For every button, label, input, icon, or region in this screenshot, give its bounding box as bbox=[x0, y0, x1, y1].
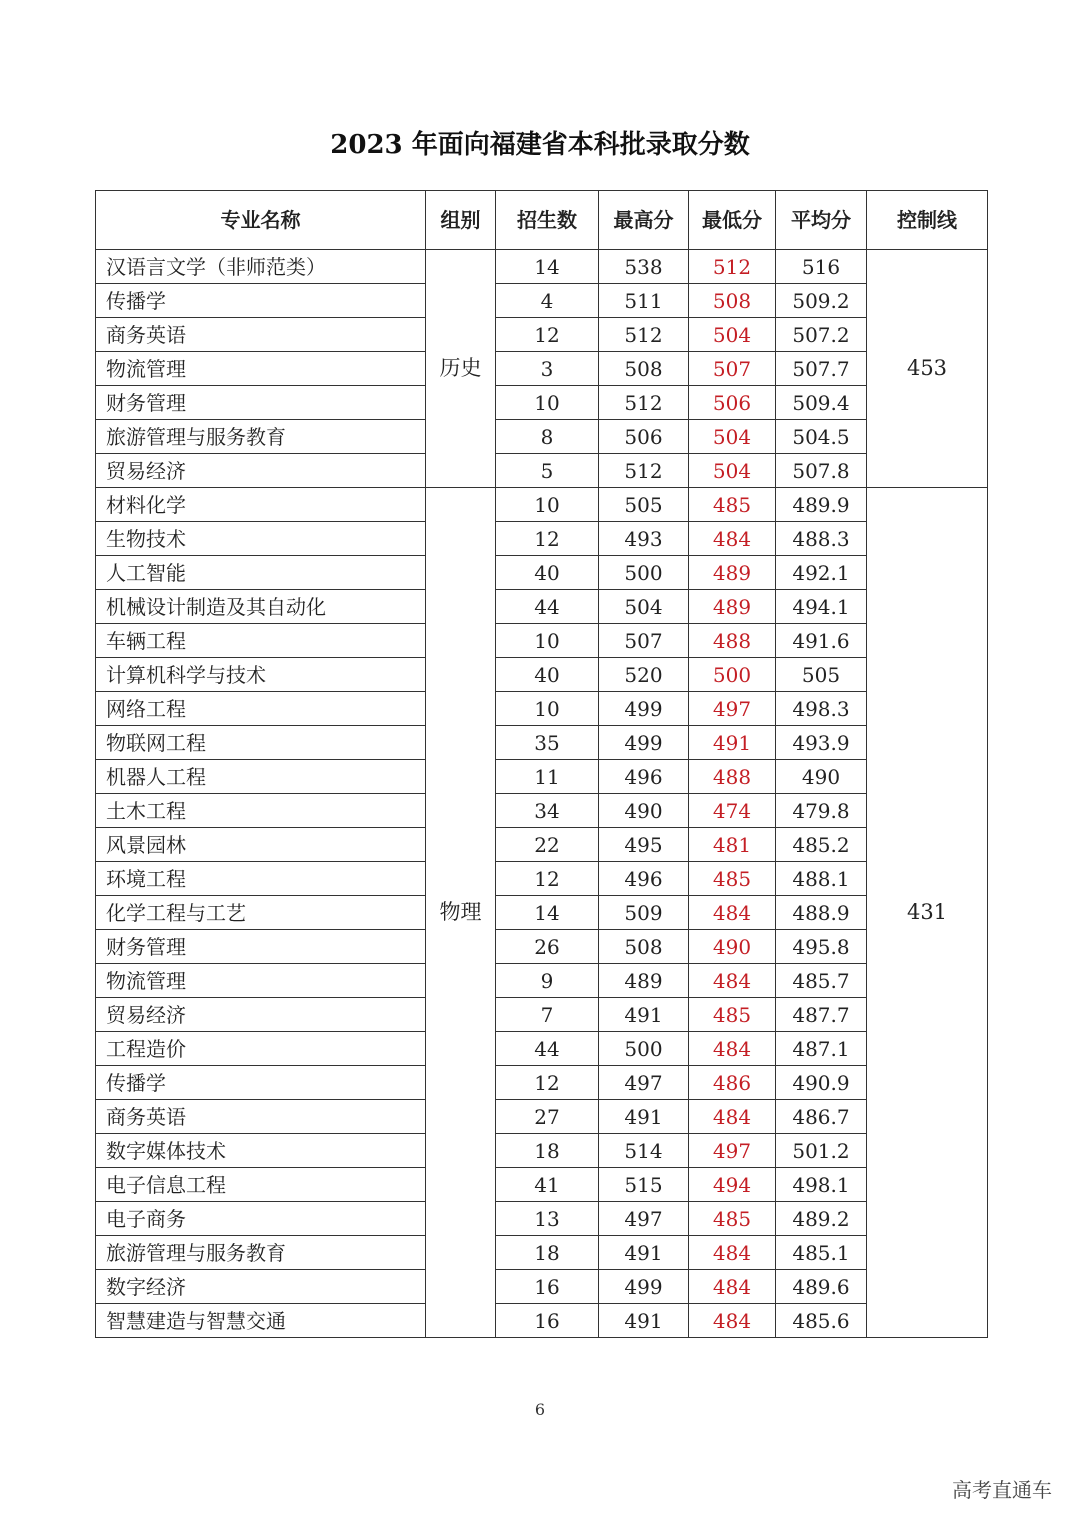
min-score-cell: 484 bbox=[689, 964, 776, 998]
table-row bbox=[96, 1134, 988, 1168]
max-score-cell: 496 bbox=[599, 760, 689, 794]
avg-score-cell: 498.3 bbox=[776, 692, 867, 726]
enroll-count-cell: 40 bbox=[496, 556, 599, 590]
max-score-cell: 505 bbox=[599, 488, 689, 522]
avg-score-cell: 505 bbox=[776, 658, 867, 692]
enroll-count-cell: 41 bbox=[496, 1168, 599, 1202]
avg-score-cell: 492.1 bbox=[776, 556, 867, 590]
table-row bbox=[96, 386, 988, 420]
max-score-cell: 509 bbox=[599, 896, 689, 930]
min-score-cell: 489 bbox=[689, 590, 776, 624]
table-row bbox=[96, 828, 988, 862]
min-score-cell: 474 bbox=[689, 794, 776, 828]
max-score-cell: 508 bbox=[599, 930, 689, 964]
avg-score-cell: 491.6 bbox=[776, 624, 867, 658]
table-row bbox=[96, 964, 988, 998]
min-score-cell: 490 bbox=[689, 930, 776, 964]
max-score-cell: 497 bbox=[599, 1066, 689, 1100]
min-score-cell: 489 bbox=[689, 556, 776, 590]
enroll-count-cell: 10 bbox=[496, 624, 599, 658]
enroll-count-cell: 4 bbox=[496, 284, 599, 318]
max-score-cell: 508 bbox=[599, 352, 689, 386]
control-line-cell: 431 bbox=[867, 488, 988, 1338]
min-score-cell: 507 bbox=[689, 352, 776, 386]
max-score-cell: 499 bbox=[599, 1270, 689, 1304]
table-row bbox=[96, 896, 988, 930]
max-score-cell: 491 bbox=[599, 1304, 689, 1338]
major-name-cell: 旅游管理与服务教育 bbox=[96, 1236, 426, 1270]
min-score-cell: 485 bbox=[689, 862, 776, 896]
header-max-score: 最高分 bbox=[599, 191, 689, 250]
enroll-count-cell: 26 bbox=[496, 930, 599, 964]
major-name-cell: 机器人工程 bbox=[96, 760, 426, 794]
min-score-cell: 484 bbox=[689, 522, 776, 556]
min-score-cell: 484 bbox=[689, 1032, 776, 1066]
enroll-count-cell: 27 bbox=[496, 1100, 599, 1134]
max-score-cell: 497 bbox=[599, 1202, 689, 1236]
table-row bbox=[96, 352, 988, 386]
major-name-cell: 财务管理 bbox=[96, 930, 426, 964]
max-score-cell: 500 bbox=[599, 1032, 689, 1066]
max-score-cell: 493 bbox=[599, 522, 689, 556]
enroll-count-cell: 3 bbox=[496, 352, 599, 386]
table-row bbox=[96, 1066, 988, 1100]
group-cell: 历史 bbox=[426, 250, 496, 488]
avg-score-cell: 488.9 bbox=[776, 896, 867, 930]
min-score-cell: 484 bbox=[689, 1100, 776, 1134]
header-min-score: 最低分 bbox=[689, 191, 776, 250]
avg-score-cell: 507.8 bbox=[776, 454, 867, 488]
min-score-cell: 497 bbox=[689, 1134, 776, 1168]
avg-score-cell: 509.4 bbox=[776, 386, 867, 420]
major-name-cell: 财务管理 bbox=[96, 386, 426, 420]
table-row bbox=[96, 794, 988, 828]
table-header-row bbox=[96, 191, 988, 250]
min-score-cell: 485 bbox=[689, 998, 776, 1032]
max-score-cell: 514 bbox=[599, 1134, 689, 1168]
major-name-cell: 机械设计制造及其自动化 bbox=[96, 590, 426, 624]
watermark: 高考直通车 bbox=[952, 1478, 1052, 1502]
avg-score-cell: 509.2 bbox=[776, 284, 867, 318]
max-score-cell: 506 bbox=[599, 420, 689, 454]
min-score-cell: 488 bbox=[689, 760, 776, 794]
enroll-count-cell: 10 bbox=[496, 386, 599, 420]
enroll-count-cell: 44 bbox=[496, 1032, 599, 1066]
major-name-cell: 生物技术 bbox=[96, 522, 426, 556]
avg-score-cell: 485.2 bbox=[776, 828, 867, 862]
page-title: 2023 年面向福建省本科批录取分数 bbox=[330, 130, 750, 160]
major-name-cell: 人工智能 bbox=[96, 556, 426, 590]
max-score-cell: 500 bbox=[599, 556, 689, 590]
admission-scores-table bbox=[95, 190, 988, 1338]
major-name-cell: 电子信息工程 bbox=[96, 1168, 426, 1202]
table-row bbox=[96, 250, 988, 284]
major-name-cell: 风景园林 bbox=[96, 828, 426, 862]
major-name-cell: 物联网工程 bbox=[96, 726, 426, 760]
table-body bbox=[96, 250, 988, 1338]
avg-score-cell: 488.3 bbox=[776, 522, 867, 556]
major-name-cell: 土木工程 bbox=[96, 794, 426, 828]
table-row bbox=[96, 590, 988, 624]
major-name-cell: 汉语言文学（非师范类） bbox=[96, 250, 426, 284]
table-row bbox=[96, 522, 988, 556]
enroll-count-cell: 44 bbox=[496, 590, 599, 624]
header-major: 专业名称 bbox=[96, 191, 426, 250]
min-score-cell: 485 bbox=[689, 1202, 776, 1236]
avg-score-cell: 490.9 bbox=[776, 1066, 867, 1100]
major-name-cell: 物流管理 bbox=[96, 964, 426, 998]
table-row bbox=[96, 1304, 988, 1338]
min-score-cell: 504 bbox=[689, 420, 776, 454]
min-score-cell: 504 bbox=[689, 454, 776, 488]
major-name-cell: 化学工程与工艺 bbox=[96, 896, 426, 930]
table-row bbox=[96, 284, 988, 318]
major-name-cell: 车辆工程 bbox=[96, 624, 426, 658]
table-row bbox=[96, 1032, 988, 1066]
min-score-cell: 491 bbox=[689, 726, 776, 760]
enroll-count-cell: 8 bbox=[496, 420, 599, 454]
avg-score-cell: 486.7 bbox=[776, 1100, 867, 1134]
min-score-cell: 500 bbox=[689, 658, 776, 692]
table-row bbox=[96, 930, 988, 964]
min-score-cell: 508 bbox=[689, 284, 776, 318]
enroll-count-cell: 5 bbox=[496, 454, 599, 488]
enroll-count-cell: 22 bbox=[496, 828, 599, 862]
enroll-count-cell: 10 bbox=[496, 488, 599, 522]
avg-score-cell: 487.1 bbox=[776, 1032, 867, 1066]
min-score-cell: 481 bbox=[689, 828, 776, 862]
group-cell: 物理 bbox=[426, 488, 496, 1338]
max-score-cell: 512 bbox=[599, 386, 689, 420]
avg-score-cell: 507.7 bbox=[776, 352, 867, 386]
table-row bbox=[96, 1202, 988, 1236]
min-score-cell: 484 bbox=[689, 1304, 776, 1338]
table-row bbox=[96, 556, 988, 590]
table-row bbox=[96, 692, 988, 726]
enroll-count-cell: 18 bbox=[496, 1236, 599, 1270]
min-score-cell: 485 bbox=[689, 488, 776, 522]
max-score-cell: 520 bbox=[599, 658, 689, 692]
min-score-cell: 488 bbox=[689, 624, 776, 658]
enroll-count-cell: 14 bbox=[496, 896, 599, 930]
enroll-count-cell: 40 bbox=[496, 658, 599, 692]
enroll-count-cell: 16 bbox=[496, 1270, 599, 1304]
enroll-count-cell: 9 bbox=[496, 964, 599, 998]
avg-score-cell: 485.6 bbox=[776, 1304, 867, 1338]
major-name-cell: 旅游管理与服务教育 bbox=[96, 420, 426, 454]
max-score-cell: 495 bbox=[599, 828, 689, 862]
max-score-cell: 512 bbox=[599, 318, 689, 352]
max-score-cell: 507 bbox=[599, 624, 689, 658]
major-name-cell: 工程造价 bbox=[96, 1032, 426, 1066]
header-control-line: 控制线 bbox=[867, 191, 988, 250]
avg-score-cell: 489.6 bbox=[776, 1270, 867, 1304]
avg-score-cell: 504.5 bbox=[776, 420, 867, 454]
min-score-cell: 512 bbox=[689, 250, 776, 284]
enroll-count-cell: 16 bbox=[496, 1304, 599, 1338]
major-name-cell: 贸易经济 bbox=[96, 454, 426, 488]
control-line-cell: 453 bbox=[867, 250, 988, 488]
table-row bbox=[96, 454, 988, 488]
max-score-cell: 489 bbox=[599, 964, 689, 998]
max-score-cell: 511 bbox=[599, 284, 689, 318]
enroll-count-cell: 18 bbox=[496, 1134, 599, 1168]
major-name-cell: 传播学 bbox=[96, 284, 426, 318]
max-score-cell: 491 bbox=[599, 1236, 689, 1270]
avg-score-cell: 489.2 bbox=[776, 1202, 867, 1236]
enroll-count-cell: 13 bbox=[496, 1202, 599, 1236]
table-row bbox=[96, 1236, 988, 1270]
max-score-cell: 512 bbox=[599, 454, 689, 488]
enroll-count-cell: 35 bbox=[496, 726, 599, 760]
avg-score-cell: 498.1 bbox=[776, 1168, 867, 1202]
major-name-cell: 商务英语 bbox=[96, 318, 426, 352]
page-number: 6 bbox=[534, 1400, 546, 1419]
avg-score-cell: 479.8 bbox=[776, 794, 867, 828]
avg-score-cell: 485.7 bbox=[776, 964, 867, 998]
major-name-cell: 商务英语 bbox=[96, 1100, 426, 1134]
max-score-cell: 491 bbox=[599, 998, 689, 1032]
enroll-count-cell: 14 bbox=[496, 250, 599, 284]
max-score-cell: 499 bbox=[599, 726, 689, 760]
major-name-cell: 环境工程 bbox=[96, 862, 426, 896]
table-row bbox=[96, 760, 988, 794]
enroll-count-cell: 10 bbox=[496, 692, 599, 726]
major-name-cell: 计算机科学与技术 bbox=[96, 658, 426, 692]
min-score-cell: 484 bbox=[689, 1236, 776, 1270]
enroll-count-cell: 11 bbox=[496, 760, 599, 794]
avg-score-cell: 516 bbox=[776, 250, 867, 284]
min-score-cell: 506 bbox=[689, 386, 776, 420]
avg-score-cell: 495.8 bbox=[776, 930, 867, 964]
table-row bbox=[96, 318, 988, 352]
header-group: 组别 bbox=[426, 191, 496, 250]
table-row bbox=[96, 488, 988, 522]
max-score-cell: 504 bbox=[599, 590, 689, 624]
major-name-cell: 材料化学 bbox=[96, 488, 426, 522]
table-row bbox=[96, 624, 988, 658]
avg-score-cell: 488.1 bbox=[776, 862, 867, 896]
max-score-cell: 490 bbox=[599, 794, 689, 828]
avg-score-cell: 507.2 bbox=[776, 318, 867, 352]
header-enroll: 招生数 bbox=[496, 191, 599, 250]
max-score-cell: 538 bbox=[599, 250, 689, 284]
avg-score-cell: 485.1 bbox=[776, 1236, 867, 1270]
major-name-cell: 传播学 bbox=[96, 1066, 426, 1100]
max-score-cell: 496 bbox=[599, 862, 689, 896]
major-name-cell: 电子商务 bbox=[96, 1202, 426, 1236]
max-score-cell: 491 bbox=[599, 1100, 689, 1134]
table-row bbox=[96, 420, 988, 454]
avg-score-cell: 490 bbox=[776, 760, 867, 794]
avg-score-cell: 487.7 bbox=[776, 998, 867, 1032]
major-name-cell: 物流管理 bbox=[96, 352, 426, 386]
major-name-cell: 数字经济 bbox=[96, 1270, 426, 1304]
table-row bbox=[96, 1270, 988, 1304]
min-score-cell: 504 bbox=[689, 318, 776, 352]
avg-score-cell: 501.2 bbox=[776, 1134, 867, 1168]
major-name-cell: 智慧建造与智慧交通 bbox=[96, 1304, 426, 1338]
table-row bbox=[96, 862, 988, 896]
min-score-cell: 484 bbox=[689, 896, 776, 930]
max-score-cell: 515 bbox=[599, 1168, 689, 1202]
enroll-count-cell: 34 bbox=[496, 794, 599, 828]
enroll-count-cell: 12 bbox=[496, 1066, 599, 1100]
min-score-cell: 494 bbox=[689, 1168, 776, 1202]
header-avg-score: 平均分 bbox=[776, 191, 867, 250]
table-row bbox=[96, 998, 988, 1032]
min-score-cell: 484 bbox=[689, 1270, 776, 1304]
enroll-count-cell: 12 bbox=[496, 318, 599, 352]
min-score-cell: 497 bbox=[689, 692, 776, 726]
table-row bbox=[96, 1100, 988, 1134]
min-score-cell: 486 bbox=[689, 1066, 776, 1100]
avg-score-cell: 489.9 bbox=[776, 488, 867, 522]
table-row bbox=[96, 726, 988, 760]
enroll-count-cell: 12 bbox=[496, 522, 599, 556]
table-row bbox=[96, 658, 988, 692]
max-score-cell: 499 bbox=[599, 692, 689, 726]
table-row bbox=[96, 1168, 988, 1202]
major-name-cell: 贸易经济 bbox=[96, 998, 426, 1032]
major-name-cell: 数字媒体技术 bbox=[96, 1134, 426, 1168]
major-name-cell: 网络工程 bbox=[96, 692, 426, 726]
avg-score-cell: 494.1 bbox=[776, 590, 867, 624]
enroll-count-cell: 12 bbox=[496, 862, 599, 896]
avg-score-cell: 493.9 bbox=[776, 726, 867, 760]
enroll-count-cell: 7 bbox=[496, 998, 599, 1032]
